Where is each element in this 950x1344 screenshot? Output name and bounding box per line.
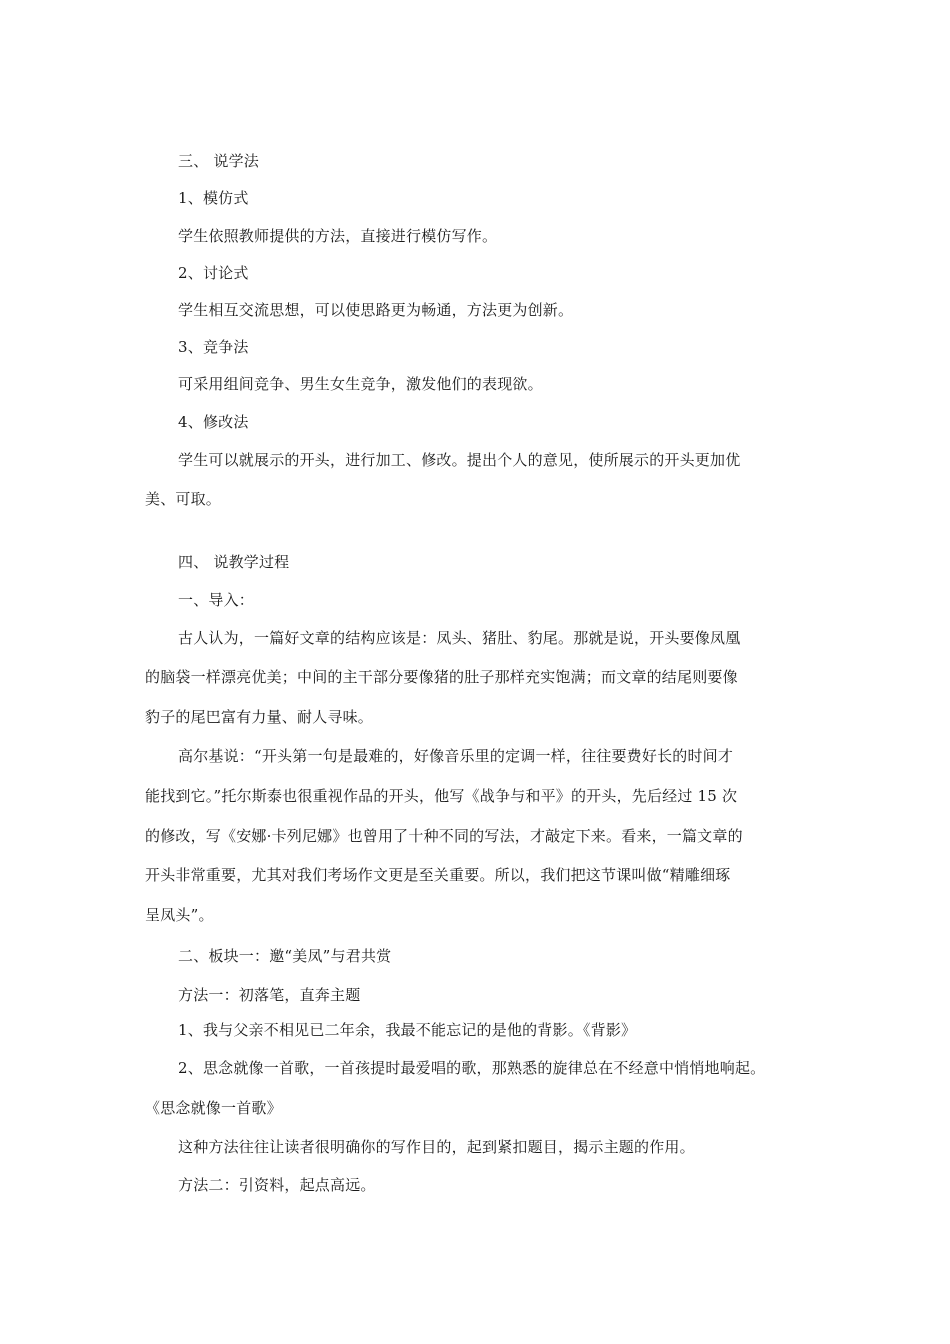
intro-paragraph-1-line3: 豹子的尾巴富有力量、耐人寻味。 — [145, 708, 374, 726]
method-3-text: 可采用组间竞争、男生女生竞争，激发他们的表现欲。 — [178, 375, 543, 393]
section-3-heading: 三、 说学法 — [178, 152, 259, 170]
intro-paragraph-2-line4: 开头非常重要，尤其对我们考场作文更是至关重要。所以，我们把这节课叫做“精雕细琢 — [145, 866, 731, 884]
intro-paragraph-1-line2: 的脑袋一样漂亮优美；中间的主干部分要像猪的肚子那样充实饱满；而文章的结尾则要像 — [145, 668, 738, 686]
intro-paragraph-1-line1: 古人认为，一篇好文章的结构应该是：凤头、猪肚、豹尾。那就是说，开头要像凤凰 — [178, 629, 741, 647]
method-3-title: 3、竞争法 — [178, 338, 249, 356]
example-1: 1、我与父亲不相见已二年余，我最不能忘记的是他的背影。《背影》 — [178, 1021, 637, 1039]
intro-paragraph-2-line5: 呈凤头”。 — [145, 906, 214, 924]
intro-paragraph-2-line1: 高尔基说：“开头第一句是最难的，好像音乐里的定调一样，往往要费好长的时间才 — [178, 747, 734, 765]
method-one-note: 这种方法往往让读者很明确你的写作目的，起到紧扣题目，揭示主题的作用。 — [178, 1138, 695, 1156]
intro-heading: 一、导入： — [178, 591, 255, 609]
intro-paragraph-2-line2: 能找到它。”托尔斯泰也很重视作品的开头，他写《战争与和平》的开头，先后经过 15 次 — [145, 787, 738, 805]
method-4-title: 4、修改法 — [178, 413, 249, 431]
method-1-title: 1、模仿式 — [178, 189, 249, 207]
method-1-text: 学生依照教师提供的方法，直接进行模仿写作。 — [178, 227, 498, 245]
method-2-text: 学生相互交流思想，可以使思路更为畅通，方法更为创新。 — [178, 301, 574, 319]
method-4-text-line2: 美、可取。 — [145, 490, 222, 508]
example-2-line2: 《思念就像一首歌》 — [145, 1099, 282, 1117]
method-2-title: 2、讨论式 — [178, 264, 249, 282]
section-4-heading: 四、 说教学过程 — [178, 553, 290, 571]
block-1-heading: 二、板块一：邀“美凤”与君共赏 — [178, 947, 392, 965]
method-two-title: 方法二：引资料，起点高远。 — [178, 1176, 376, 1194]
intro-paragraph-2-line3: 的修改，写《安娜·卡列尼娜》也曾用了十种不同的写法，才敲定下来。看来，一篇文章的 — [145, 827, 743, 845]
method-one-title: 方法一：初落笔，直奔主题 — [178, 986, 361, 1004]
method-4-text-line1: 学生可以就展示的开头，进行加工、修改。提出个人的意见，使所展示的开头更加优 — [178, 451, 741, 469]
example-2-line1: 2、思念就像一首歌，一首孩提时最爱唱的歌，那熟悉的旋律总在不经意中悄悄地响起。 — [178, 1059, 766, 1077]
